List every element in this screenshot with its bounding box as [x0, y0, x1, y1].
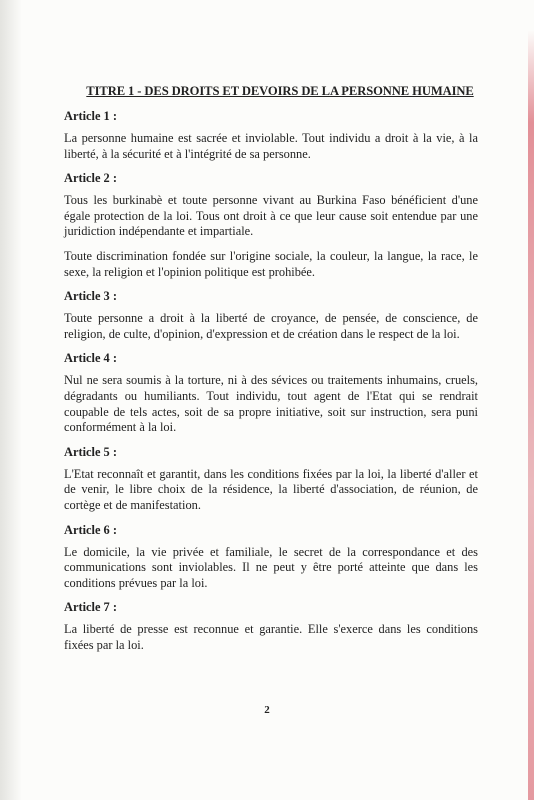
- article-heading: Article 1 :: [64, 109, 117, 123]
- article-paragraph: Tous les burkinabè et toute personne vivant au Burkina Faso bénéficient d'une égale protection de la loi. Tous ont droit à ce que leur cause soit entendue par une juridiction indépendante et impartiale.: [64, 193, 478, 239]
- article-heading: Article 7 :: [64, 600, 117, 615]
- page-number: 2: [264, 704, 270, 716]
- article-7: [64, 600, 478, 653]
- article-heading: Article 3 :: [64, 289, 117, 304]
- article-6: [64, 523, 478, 592]
- article-paragraph: La personne humaine est sacrée et inviolable. Tout individu a droit à la vie, à la liberté, à la sécurité et à l'intégrité de sa personne.: [64, 131, 478, 161]
- article-paragraph: Nul ne sera soumis à la torture, ni à des sévices ou traitements inhumains, cruels, dégradants ou humiliants. Tout individu, tout agent de l'Etat qui se rendrait coupable de tels actes, soit de sa propre initiative, soit sur instruction, sera puni conformément à la loi.: [64, 373, 478, 435]
- article-1: [64, 109, 478, 162]
- article-paragraph: Le domicile, la vie privée et familiale, le secret de la correspondance et des communications sont inviolables. Il ne peut y être porté atteinte que dans les conditions prévues par la loi.: [64, 544, 478, 590]
- article-3: [64, 289, 478, 342]
- page-shadow: [0, 0, 22, 800]
- page-edge: [528, 30, 534, 800]
- article-heading: Article 2 :: [64, 171, 117, 186]
- article-paragraph: L'Etat reconnaît et garantit, dans les conditions fixées par la loi, la liberté d'aller et de venir, le libre choix de la résidence, la liberté d'association, de réunion, de cortège et de manifestation.: [64, 466, 478, 512]
- article-2: [64, 171, 478, 280]
- document-body: [64, 84, 478, 662]
- article-5: [64, 445, 478, 514]
- section-title: TITRE 1 - DES DROITS ET DEVOIRS DE LA PERSONNE HUMAINE: [86, 84, 474, 98]
- article-paragraph: La liberté de presse est reconnue et garantie. Elle s'exerce dans les conditions fixées par la loi.: [64, 622, 478, 652]
- article-heading: Article 6 :: [64, 522, 117, 537]
- article-paragraph: Toute discrimination fondée sur l'origine sociale, la couleur, la langue, la race, le sexe, la religion et l'opinion politique est prohibée.: [64, 248, 478, 279]
- article-heading: Article 5 :: [64, 444, 117, 459]
- article-heading: Article 4 :: [64, 351, 117, 366]
- article-paragraph: Toute personne a droit à la liberté de croyance, de pensée, de conscience, de religion, de culte, d'opinion, d'expression et de création dans le respect de la loi.: [64, 311, 478, 341]
- article-4: [64, 351, 478, 435]
